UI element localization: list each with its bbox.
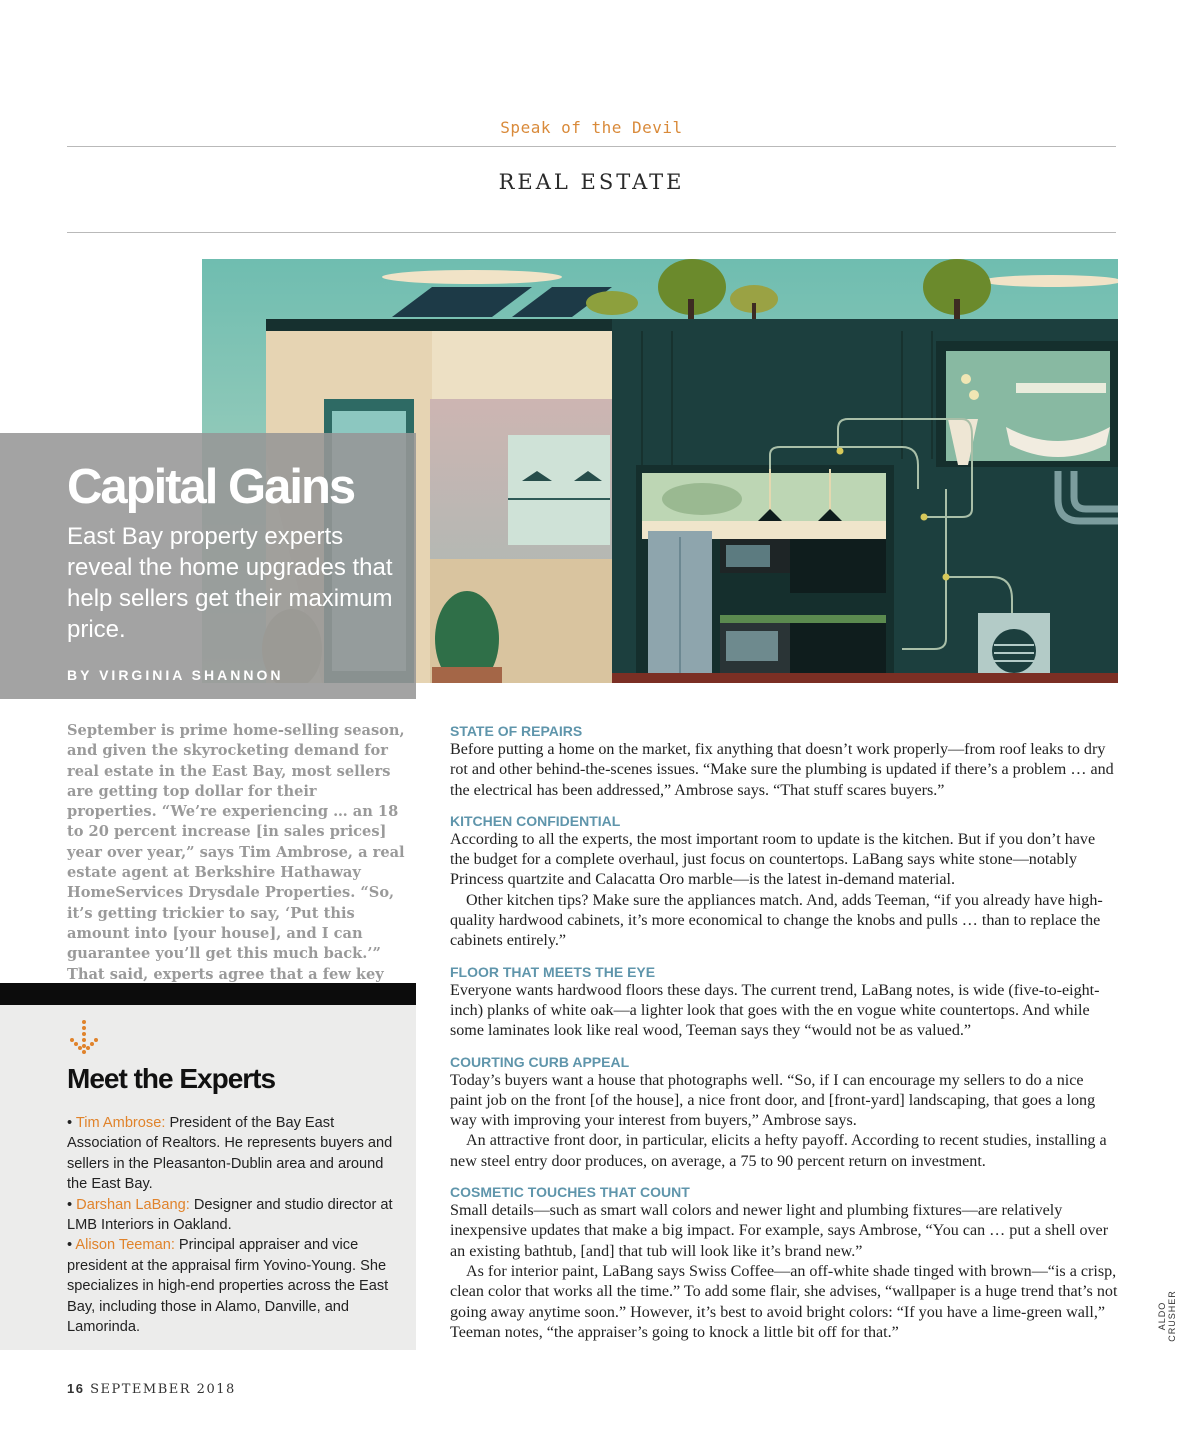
body-paragraph: Small details—such as smart wall colors and newer light and plumbing fixtures—are relatively inexpensive updates that make a big impact. For example, says Ambrose, “You can … put a shell over an existing bathtub, [and] that tub will look like it’s brand new.”	[450, 1202, 1109, 1260]
body-paragraph: Today’s buyers want a house that photographs well. “So, if I can encourage my sellers to do a nice paint job on the front [of the house], a nice front door, and [front-yard] landscaping, that goes a long way with improving your interest from buyers,” Ambrose says.	[450, 1071, 1096, 1130]
expert-item: • Tim Ambrose: President of the Bay East Association of Realtors. He represents buyers and sellers in the Pleasanton-Dublin area and around the East Bay.	[67, 1115, 393, 1193]
kicker: Speak of the Devil	[500, 118, 683, 137]
experts-box	[0, 1005, 416, 1350]
intro-paragraph: September is prime home-selling season, and given the skyrocketing demand for real estate in the East Bay, most sellers are getting top dollar for their properties. “We’re experiencing … an 18 to 20 percent increase [in sales prices] year over year,” says Tim Ambrose, a real estate agent at Berkshire Hathaway HomeServices Drysdale Properties. “So, it’s getting trickier to say, ‘Put this amount into [your house], and I can guarantee you’ll get this much back.’” That said, experts agree that a few key	[67, 722, 405, 983]
expert-name: Alison Teeman:	[75, 1237, 175, 1254]
subhead: FLOOR THAT MEETS THE EYE	[450, 963, 656, 980]
body-paragraph: As for interior paint, LaBang says Swiss Coffee—an off-white shade tinged with brown—“is a crisp, clean color that works all the time.” To add some flair, she advises, “wallpaper is a huge trend that’s not going away anytime soon.” However, it’s best to avoid bright colors: “If you have a lime-green wall,” Teeman notes, “the appraiser’s going to knock a little bit off for that.”	[450, 1262, 1118, 1341]
dek: East Bay property experts reveal the home upgrades that help sellers get their maximum price.	[67, 523, 393, 643]
expert-desc: Designer and studio director at LMB Interiors in Oakland.	[67, 1196, 393, 1234]
expert-desc: Principal appraiser and vice president at the appraisal firm Yovino-Young. She specializes in high-end properties across the East Bay, including those in Alamo, Danville, and Lamorinda.	[67, 1237, 389, 1336]
dotted-down-arrow-icon	[67, 1019, 101, 1055]
title-panel	[0, 433, 416, 699]
body-paragraph: Everyone wants hardwood floors these days. The current trend, LaBang notes, is wide (five-to-eight-inch) planks of white oak—a lighter look that goes with the en vogue white countertops. And while some laminates look like real wood, Teeman says they “would not be as valued.”	[450, 981, 1100, 1040]
body-paragraph: Other kitchen tips? Make sure the appliances match. And, adds Teeman, “if you already have high-quality hardwood cabinets, it’s more economical to change the knobs and pulls … than to replace the cabinets entirely.”	[450, 891, 1103, 950]
section-title: REAL ESTATE	[498, 170, 685, 194]
expert-desc: President of the Bay East Association of Realtors. He represents buyers and sellers in the Pleasanton-Dublin area and around the East Bay.	[67, 1115, 393, 1193]
subhead: STATE OF REPAIRS	[450, 723, 583, 739]
expert-item: • Darshan LaBang: Designer and studio director at LMB Interiors in Oakland.	[67, 1196, 393, 1234]
subhead: COURTING CURB APPEAL	[450, 1053, 630, 1070]
top-rule	[67, 146, 1116, 147]
issue-date: SEPTEMBER 2018	[90, 1382, 236, 1397]
page-folio	[67, 1381, 236, 1397]
illustration-credit: ALDO CRUSHER	[1157, 1290, 1177, 1342]
section-rule	[67, 232, 1116, 233]
article-body	[450, 722, 1118, 1343]
expert-item: • Alison Teeman: Principal appraiser and vice president at the appraisal firm Yovino-Young. She specializes in high-end properties across the East Bay, including those in Alamo, Danville, and Lamorinda.	[67, 1237, 389, 1336]
experts-title: Meet the Experts	[67, 1063, 276, 1094]
experts-list	[67, 1113, 402, 1337]
experts-bar	[0, 983, 416, 1005]
body-paragraph: Before putting a home on the market, fix anything that doesn’t work properly—from roof leaks to dry rot and other behind-the-scenes issues. “Make sure the plumbing is updated if there’s a problem … and the electrical has been addressed,” Ambrose says. “That stuff scares buyers.”	[450, 741, 1114, 799]
body-paragraph: An attractive front door, in particular, elicits a hefty payoff. According to recent studies, installing a new steel entry door produces, on average, a 75 to 90 percent return on investment.	[450, 1132, 1107, 1170]
byline: BY VIRGINIA SHANNON	[67, 667, 284, 683]
body-paragraph: According to all the experts, the most important room to update is the kitchen. But if you don’t have the budget for a complete overhaul, just focus on countertops. LaBang says white stone—notably Princess quartzite and Calacatta Oro marble—is the latest in-demand material.	[450, 830, 1096, 889]
subhead: COSMETIC TOUCHES THAT COUNT	[450, 1184, 690, 1201]
subhead: KITCHEN CONFIDENTIAL	[450, 812, 621, 829]
page-number: 16	[67, 1381, 85, 1396]
expert-name: Tim Ambrose:	[75, 1115, 166, 1131]
expert-name: Darshan LaBang:	[76, 1196, 190, 1213]
headline: Capital Gains	[67, 460, 355, 514]
